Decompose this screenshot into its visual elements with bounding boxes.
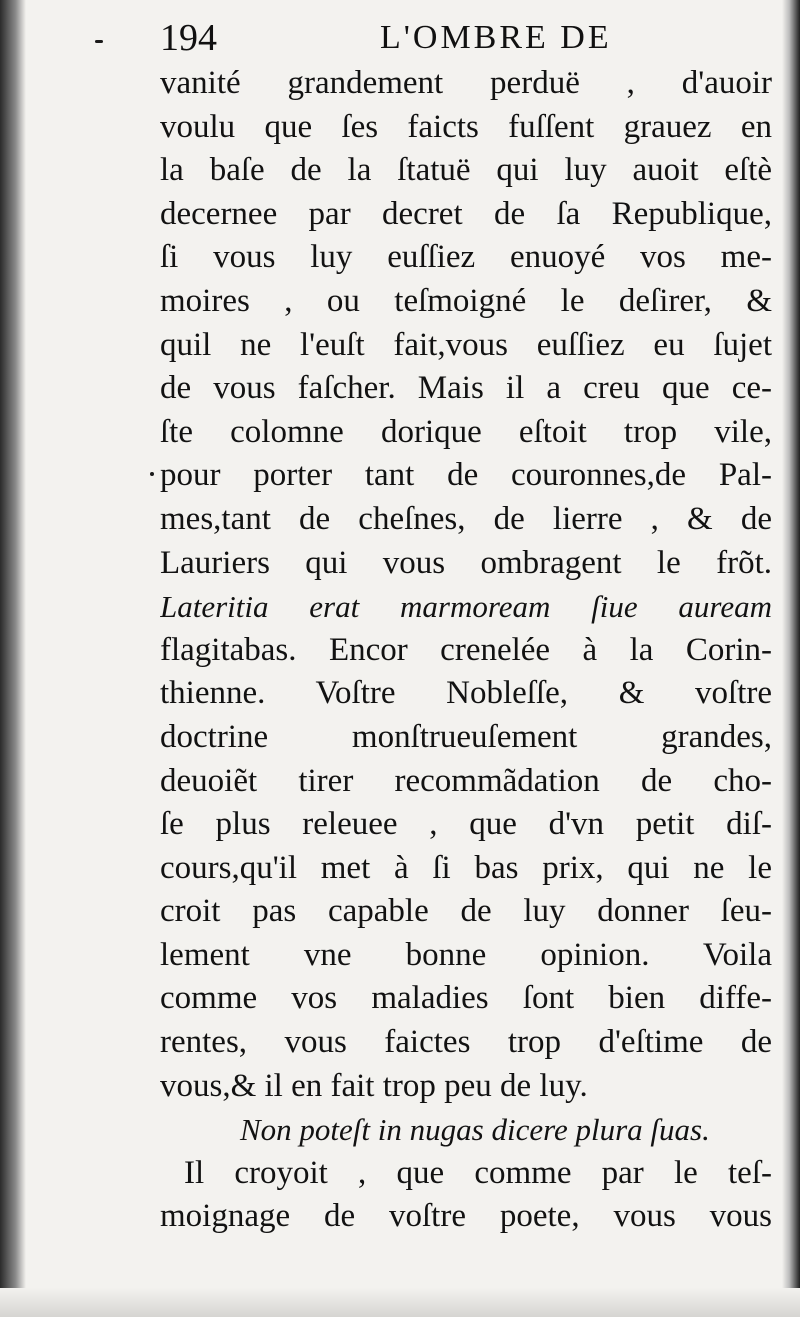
text-line: croit pas capable de luy donner ſeu- [160, 893, 772, 930]
gutter-shadow [0, 0, 26, 1317]
text-line: cours,qu'il met à ſi bas prix, qui ne le [160, 849, 772, 886]
latin-quotation-line: Non poteſt in nugas dicere plura ſuas. [240, 1112, 710, 1148]
text-line: ſi vous luy euſſiez enuoyé vos me- [160, 239, 772, 276]
text-line: moignage de voſtre poete, vous vous [160, 1198, 772, 1235]
text-line: comme vos maladies ſont bien diffe- [160, 980, 772, 1017]
text-line: la baſe de la ſtatuë qui luy auoit eſtè [160, 152, 772, 189]
page-number: 194 [160, 17, 217, 59]
text-line: de vous faſcher. Mais il a creu que ce- [160, 370, 772, 407]
text-line: deuoiẽt tirer recommãdation de cho- [160, 762, 772, 799]
running-head: L'OMBRE DE [380, 19, 612, 56]
ink-speck [150, 472, 154, 476]
text-line: ſe plus releuee , que d'vn petit diſ- [160, 806, 772, 843]
text-line: Il croyoit , que comme par le teſ- [184, 1154, 772, 1191]
text-line: lement vne bonne opinion. Voila [160, 936, 772, 973]
text-line: vous,& il en fait trop peu de luy. [160, 1067, 588, 1104]
text-line: pour porter tant de couronnes,de Pal- [160, 457, 772, 494]
text-line: ſte colomne dorique eſtoit trop vile, [160, 413, 772, 450]
text-line: voulu que ſes faicts fuſſent grauez en [160, 108, 772, 145]
text-line: decernee par decret de ſa Republique, [160, 195, 772, 232]
text-line: thienne. Voſtre Nobleſſe, & voſtre [160, 675, 772, 712]
text-line: doctrine monſtrueuſement grandes, [160, 718, 772, 755]
text-line: mes,tant de cheſnes, de lierre , & de [160, 500, 772, 537]
text-line: rentes, vous faictes trop d'eſtime de [160, 1024, 772, 1061]
latin-quotation-line: Lateritia erat marmoream ſiue auream [160, 589, 772, 625]
text-line: moires , ou teſmoigné le deſirer, & [160, 282, 772, 319]
page-edge [782, 0, 800, 1317]
ink-speck [95, 40, 103, 43]
page-header [160, 14, 620, 62]
page-bottom-shade [0, 1288, 800, 1317]
text-line: vanité grandement perduë , d'auoir [160, 65, 772, 101]
text-line: flagitabas. Encor crenelée à la Corin- [160, 631, 772, 668]
body-text [160, 62, 772, 1239]
text-line: quil ne l'euſt fait,vous euſſiez eu ſujet [160, 326, 772, 363]
text-line: Lauriers qui vous ombragent le frõt. [160, 544, 772, 581]
